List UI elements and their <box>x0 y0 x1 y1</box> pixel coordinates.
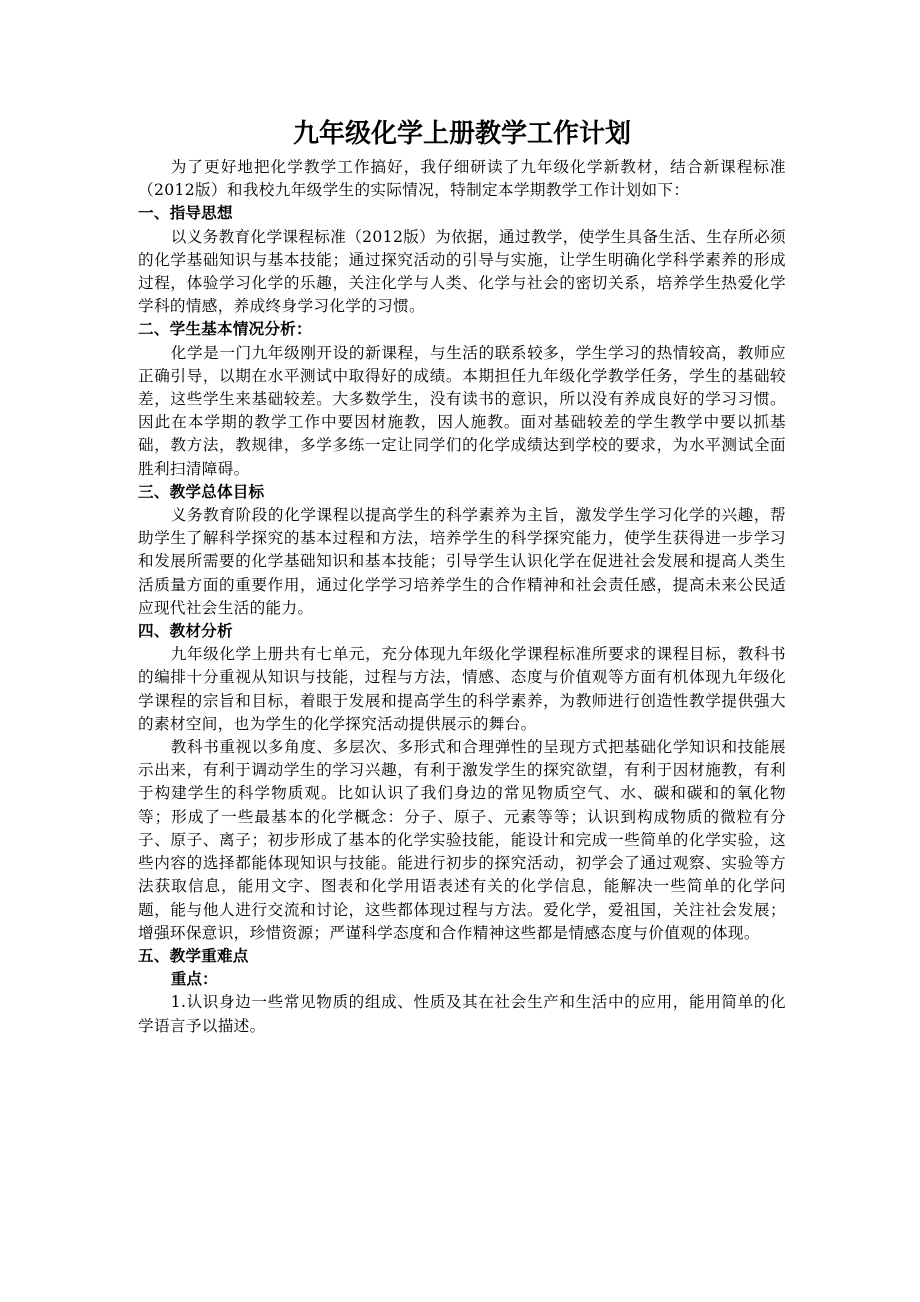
section-heading-textbook-analysis: 四、教材分析 <box>138 622 233 641</box>
section-paragraph: 九年级化学上册共有七单元，充分体现九年级化学课程标准所要求的课程目标，教科书的编排十分重视从知识与技能，过程与方法，情感、态度与价值观等方面有机体现九年级化学课程的宗旨和目标，着眼于发展和提高学生的科学素养，为教师进行创造性教学提供强大的素材空间，也为学生的化学探究活动提供展示的舞台。 <box>138 645 786 733</box>
intro-paragraph: 为了更好地把化学教学工作搞好，我仔细研读了九年级化学新教材，结合新课程标准（2012版）和我校九年级学生的实际情况，特制定本学期教学工作计划如下： <box>138 158 786 200</box>
document-page <box>138 112 786 1038</box>
section-paragraph: 义务教育阶段的化学课程以提高学生的科学素养为主旨，激发学生学习化学的兴趣，帮助学生了解科学探究的基本过程和方法，培养学生的科学探究能力，使学生获得进一步学习和发展所需要的化学基础知识和基本技能；引导学生认识化学在促进社会发展和提高人类生活质量方面的重要作用，通过化学学习培养学生的合作精神和社会责任感，提高未来公民适应现代社会生活的能力。 <box>138 506 786 617</box>
document-title: 九年级化学上册教学工作计划 <box>292 119 631 149</box>
section-heading-guiding-ideology: 一、指导思想 <box>138 204 233 223</box>
section-paragraph: 教科书重视以多角度、多层次、多形式和合理弹性的呈现方式把基础化学知识和技能展示出来，有利于调动学生的学习兴趣，有利于激发学生的探究欲望，有利于因材施教，有利于构建学生的科学物质观。比如认识了我们身边的常见物质空气、水、碳和碳和的氧化物等；形成了一些最基本的化学概念：分子、原子、元素等等；认识到构成物质的微粒有分子、原子、离子；初步形成了基本的化学实验技能，能设计和完成一些简单的化学实验，这些内容的选择都能体现知识与技能。能进行初步的探究活动，初学会了通过观察、实验等方法获取信息，能用文字、图表和化学用语表述有关的化学信息，能解决一些简单的化学问题，能与他人进行交流和讨论，这些都体现过程与方法。爱化学，爱祖国，关注社会发展；增强环保意识，珍惜资源；严谨科学态度和合作精神这些都是情感态度与价值观的体现。 <box>138 738 786 942</box>
section-heading-key-points: 五、教学重难点 <box>138 946 249 965</box>
section-paragraph: 以义务教育化学课程标准（2012版）为依据，通过教学，使学生具备生活、生存所必须的化学基础知识与基本技能；通过探究活动的引导与实施，让学生明确化学科学素养的形成过程，体验学习化学的乐趣，关注化学与人类、化学与社会的密切关系，培养学生热爱化学学科的情感，养成终身学习化学的习惯。 <box>138 227 786 316</box>
section-heading-teaching-goals: 三、教学总体目标 <box>138 482 265 501</box>
section-paragraph: 化学是一门九年级刚开设的新课程，与生活的联系较多，学生学习的热情较高，教师应正确引导，以期在水平测试中取得好的成绩。本期担任九年级化学教学任务，学生的基础较差，这些学生来基础较差。大多数学生，没有读书的意识，所以没有养成良好的学习习惯。因此在本学期的教学工作中要因材施教，因人施教。面对基础较差的学生教学中要以抓基础，教方法，教规律，多学多练一定让同学们的化学成绩达到学校的要求，为水平测试全面胜利扫清障碍。 <box>138 343 786 478</box>
section-paragraph: 1.认识身边一些常见物质的组成、性质及其在社会生产和生活中的应用，能用简单的化学语言予以描述。 <box>138 993 786 1035</box>
subheading-key-points: 重点： <box>170 970 218 989</box>
section-heading-student-analysis: 二、学生基本情况分析： <box>138 320 312 339</box>
